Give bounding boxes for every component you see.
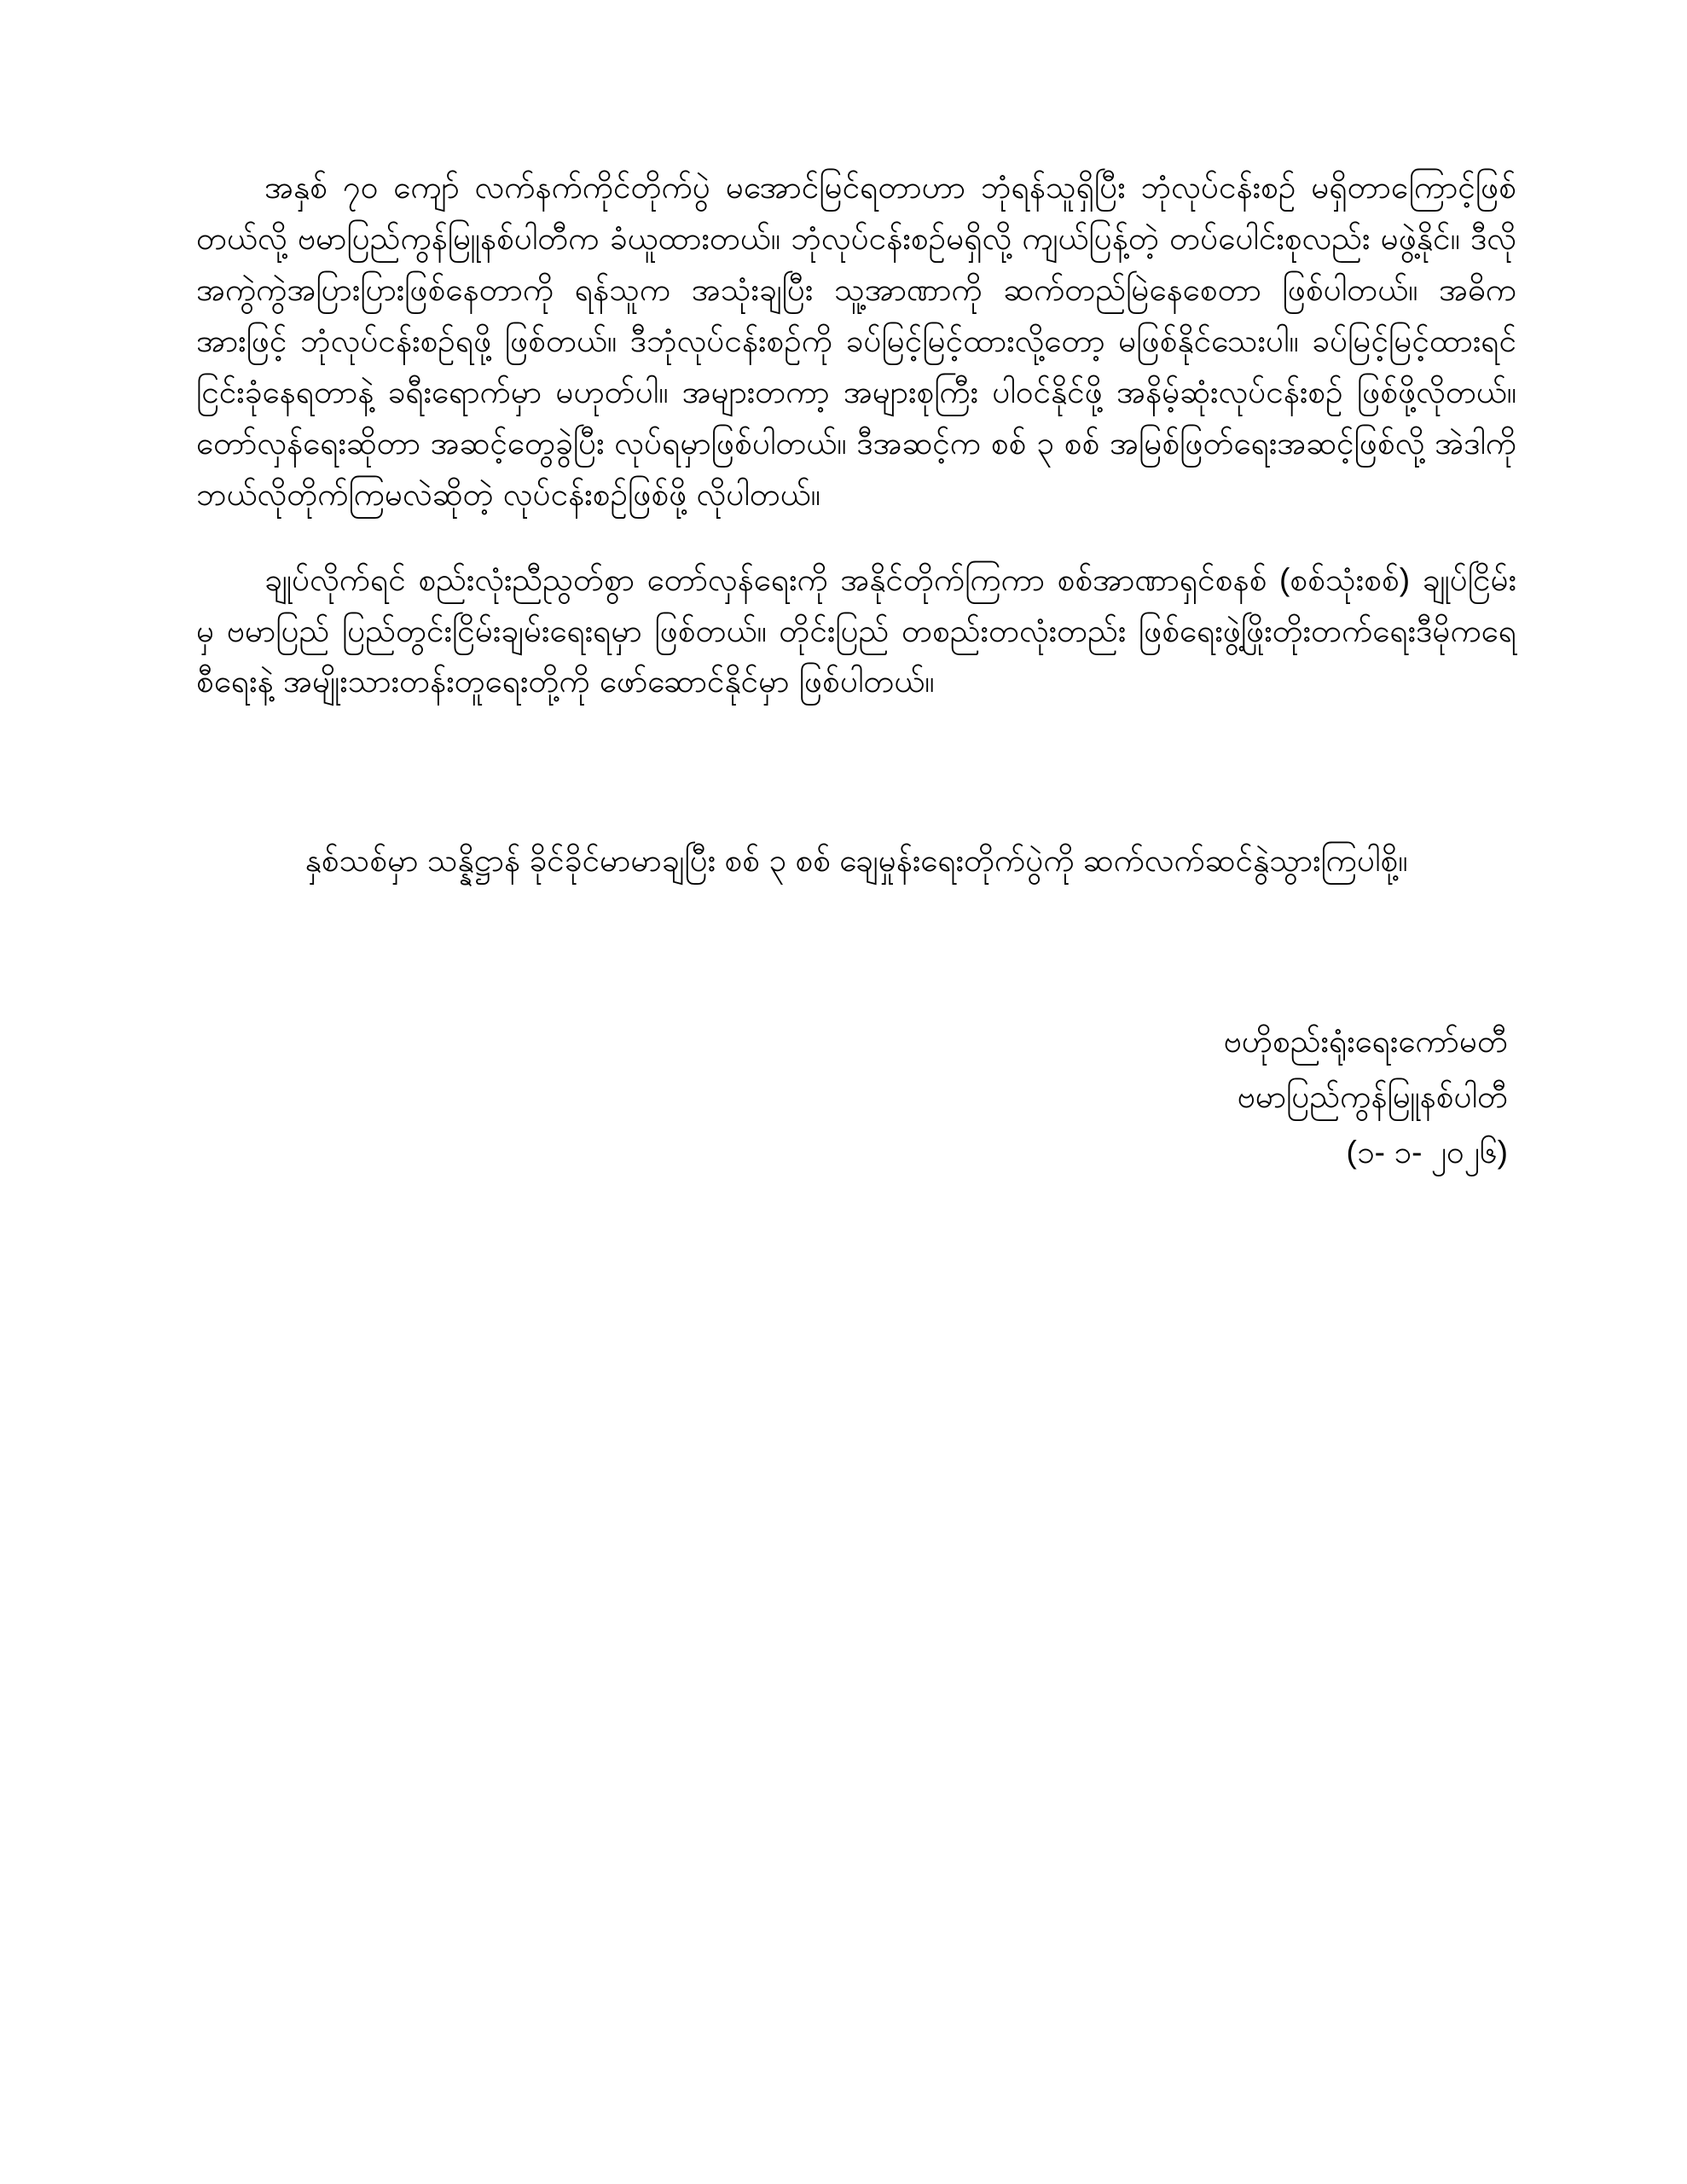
document-body [196, 162, 1516, 1181]
signature-organization-committee: ဗဟိုစည်းရုံးရေးကော်မတီ [1223, 1024, 1508, 1060]
paragraph-1: အနှစ် ၇၀ ကျော် လက်နက်ကိုင်တိုက်ပွဲ မအောင်မြင်ရတာဟာ ဘုံရန်သူရှိပြီး ဘုံလုပ်ငန်းစဉ် မရှိတာကြောင့်ဖြစ်တယ်လို့ ဗမာပြည်ကွန်မြူနစ်ပါတီက ခံယူထားတယ်။ ဘုံလုပ်ငန်းစဉ်မရှိလို့ ကျယ်ပြန့်တဲ့ တပ်ပေါင်းစုလည်း မဖွဲ့နိုင်။ ဒီလိုအကွဲကွဲအပြားပြားဖြစ်နေတာကို ရန်သူက အသုံးချပြီး သူ့အာဏာကို ဆက်တည်မြဲနေစေတာ ဖြစ်ပါတယ်။ အဓိကအားဖြင့် ဘုံလုပ်ငန်းစဉ်ရဖို့ ဖြစ်တယ်။ ဒီဘုံလုပ်ငန်းစဉ်ကို ခပ်မြင့်မြင့်ထားလို့တော့ မဖြစ်နိုင်သေးပါ။ ခပ်မြင့်မြင့်ထားရင် ငြင်းခုံနေရတာနဲ့ ခရီးရောက်မှာ မဟုတ်ပါ။ အများတကာ့ အများစုကြီး ပါဝင်နိုင်ဖို့ အနိမ့်ဆုံးလုပ်ငန်းစဉ် ဖြစ်ဖို့လိုတယ်။ တော်လှန်ရေးဆိုတာ အဆင့်တွေခွဲပြီး လုပ်ရမှာဖြစ်ပါတယ်။ ဒီအဆင့်က စစ် ၃ စစ် အမြစ်ဖြတ်ရေးအဆင့်ဖြစ်လို့ အဲဒါကို ဘယ်လိုတိုက်ကြမလဲဆိုတဲ့ လုပ်ငန်းစဉ်ဖြစ်ဖို့ လိုပါတယ်။ [196, 170, 1516, 512]
signature-party-name: ဗမာပြည်ကွန်မြူနစ်ပါတီ [1237, 1079, 1508, 1115]
signature-date: (၁- ၁- ၂၀၂၆) [1346, 1134, 1508, 1170]
paragraph-2: ချုပ်လိုက်ရင် စည်းလုံးညီညွတ်စွာ တော်လှန်ရေးကို အနိုင်တိုက်ကြကာ စစ်အာဏာရှင်စနစ် (စစ်သုံးစစ်) ချုပ်ငြိမ်းမှ ဗမာပြည် ပြည်တွင်းငြိမ်းချမ်းရေးရမှာ ဖြစ်တယ်။ တိုင်းပြည် တစည်းတလုံးတည်း ဖြစ်ရေးဖွဲ့ဖြိုးတိုးတက်ရေးဒီမိုကရေစီရေးနဲ့ အမျိုးသားတန်းတူရေးတို့ကို ဖော်ဆောင်နိုင်မှာ ဖြစ်ပါတယ်။ [196, 561, 1516, 700]
signature-block [196, 1014, 1516, 1180]
closing-statement: နှစ်သစ်မှာ သန္နိဋ္ဌာန် ခိုင်ခိုင်မာမာချပြီး စစ် ၃ စစ် ချေမှုန်းရေးတိုက်ပွဲကို ဆက်လက်ဆင်နွဲသွားကြပါစို့။ [304, 843, 1408, 879]
